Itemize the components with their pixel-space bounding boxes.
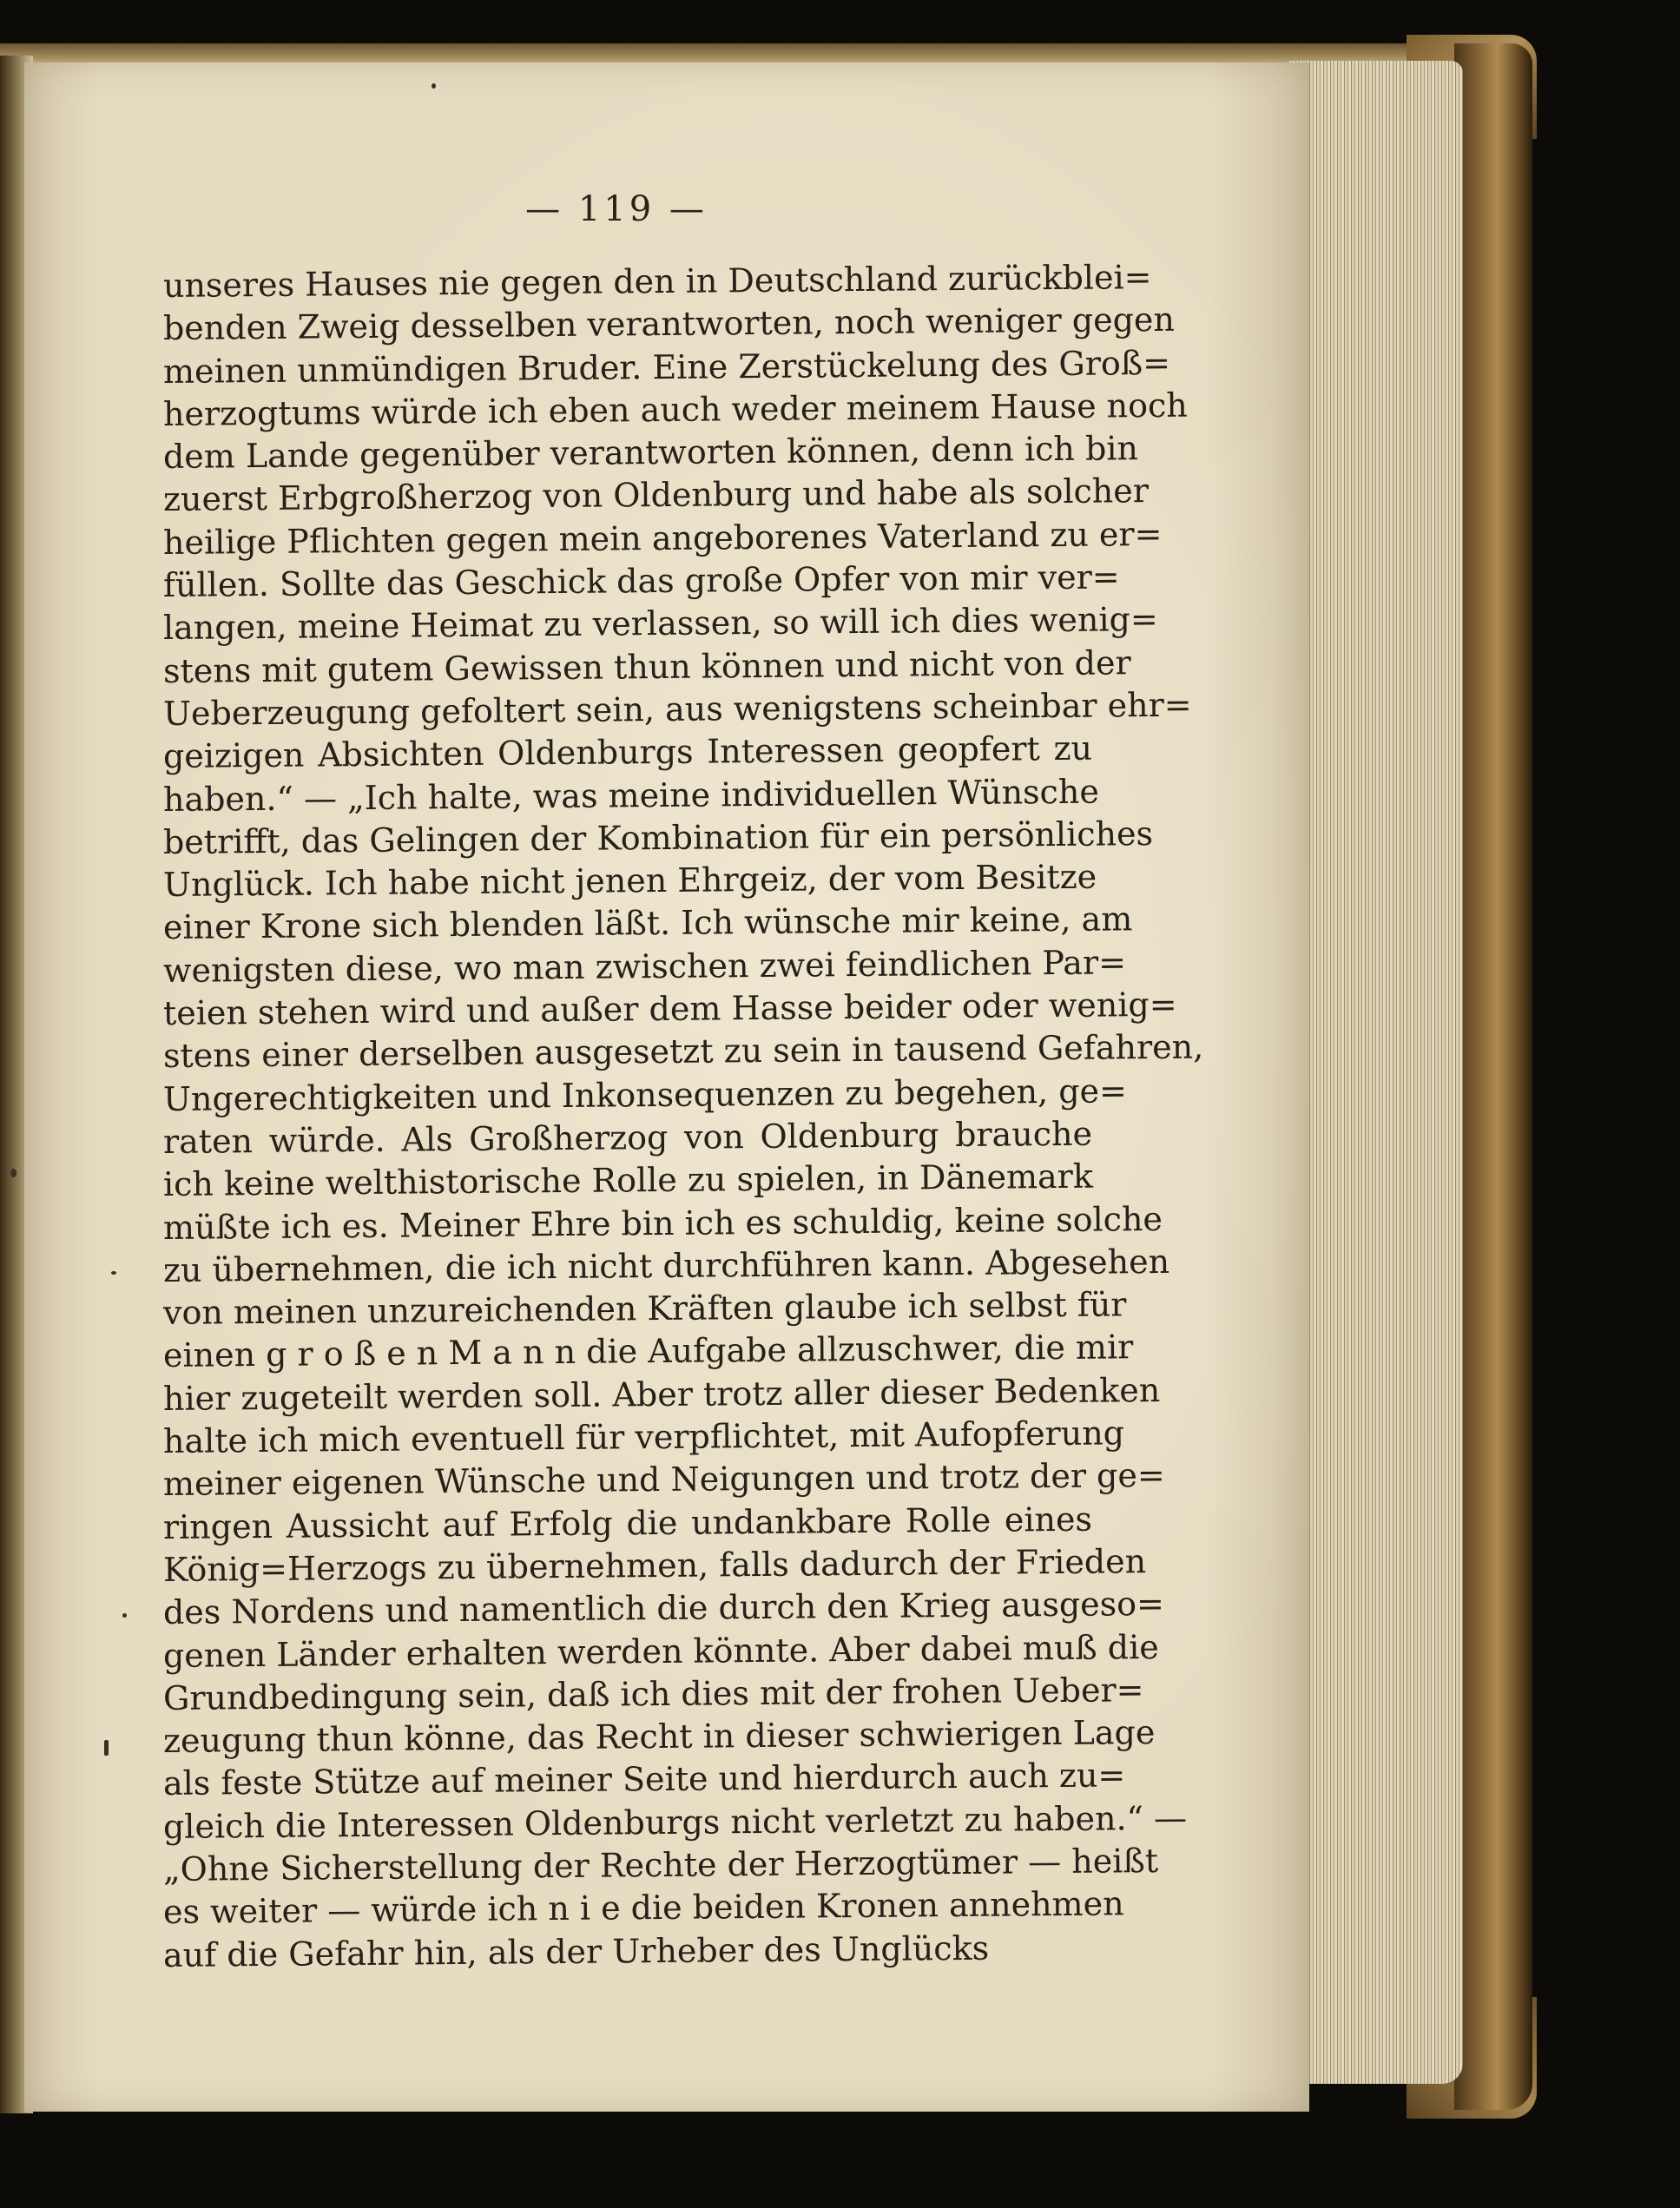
text-line: „Ohne Sicherstellung der Rechte der Herzogtümer — heißt (162, 1841, 1159, 1888)
text-line: hier zugeteilt werden soll. Aber trotz aller dieser Bedenken (162, 1370, 1161, 1418)
text-line: müßte ich es. Meiner Ehre bin ich es schuldig, keine solche (162, 1199, 1163, 1247)
text-line: stens mit gutem Gewissen thun können und nicht von der (162, 643, 1131, 690)
page-number: — 119 — (525, 189, 708, 229)
paper-speck (122, 1613, 127, 1618)
text-line: unseres Hauses nie gegen den in Deutschland zurückblei= (162, 258, 1152, 305)
paper-speck (111, 1271, 116, 1275)
text-line: stens einer derselben ausgesetzt zu sein in tausend Gefahren, (162, 1027, 1204, 1076)
text-line: betrifft, das Gelingen der Kombination für ein persönliches (162, 814, 1154, 861)
text-line: als feste Stütze auf meiner Seite und hierdurch auch zu= (162, 1756, 1126, 1803)
text-line: geizigen Absichten Oldenburgs Interessen geopfert zu (162, 728, 1093, 776)
text-line: gleich die Interessen Oldenburgs nicht verletzt zu haben.“ — (162, 1798, 1188, 1846)
text-line: zuerst Erbgroßherzog von Oldenburg und habe als solcher (162, 471, 1150, 519)
text-line: Grundbedingung sein, daß ich dies mit der frohen Ueber= (162, 1670, 1144, 1717)
text-line: genen Länder erhalten werden könnte. Aber dabei muß die (162, 1627, 1159, 1675)
text-line: ringen Aussicht auf Erfolg die undankbare Rolle eines (162, 1499, 1093, 1546)
text-line: haben.“ — „Ich halte, was meine individuellen Wünsche (162, 772, 1100, 819)
text-line: zeugung thun könne, das Recht in dieser schwierigen Lage (162, 1713, 1156, 1761)
text-line: zu übernehmen, die ich nicht durchführen kann. Abgesehen (162, 1242, 1170, 1289)
text-line: Unglück. Ich habe nicht jenen Ehrgeiz, der vom Besitze (162, 857, 1097, 905)
text-line: Ueberzeugung gefoltert sein, aus wenigstens scheinbar ehr= (162, 685, 1192, 733)
text-line: meiner eigenen Wünsche und Neigungen und trotz der ge= (162, 1456, 1165, 1504)
text-line: dem Lande gegenüber verantworten können, denn ich bin (162, 429, 1139, 477)
page-edges-stack (1289, 61, 1463, 2084)
text-line: langen, meine Heimat zu verlassen, so will ich dies wenig= (162, 600, 1158, 648)
text-line: halte ich mich eventuell für verpflichtet, mit Aufopferung (162, 1414, 1125, 1461)
text-line: wenigsten diese, wo man zwischen zwei feindlichen Par= (162, 943, 1127, 990)
text-line: Ungerechtigkeiten und Inkonsequenzen zu begehen, ge= (162, 1071, 1128, 1118)
paper-speck (432, 83, 436, 89)
text-line: von meinen unzureichenden Kräften glaube ich selbst für (162, 1285, 1127, 1333)
text-line: füllen. Sollte das Geschick das große Opfer von mir ver= (162, 557, 1120, 605)
paper-speck (104, 1740, 109, 1756)
text-line: einen g r o ß e n M a n n die Aufgabe allzuschwer, die mir (162, 1328, 1134, 1375)
text-line: ich keine welthistorische Rolle zu spielen, in Dänemark (162, 1157, 1094, 1204)
text-line: teien stehen wird und außer dem Hasse beider oder wenig= (162, 985, 1177, 1033)
text-line: herzogtums würde ich eben auch weder meinem Hause noch (162, 386, 1188, 433)
text-line: raten würde. Als Großherzog von Oldenburg brauche (162, 1114, 1093, 1161)
text-line: meinen unmündigen Bruder. Eine Zerstückelung des Groß= (162, 343, 1171, 391)
text-line: auf die Gefahr hin, als der Urheber des Unglücks (162, 1928, 990, 1974)
right-leather-binding (1454, 43, 1532, 2110)
paper-speck (10, 1169, 16, 1177)
text-line: König=Herzogs zu übernehmen, falls dadurch der Frieden (162, 1542, 1147, 1589)
body-text (162, 258, 1204, 1977)
text-line: heilige Pflichten gegen mein angeborenes Vaterland zu er= (162, 514, 1163, 562)
text-line: einer Krone sich blenden läßt. Ich wünsche mir keine, am (162, 900, 1133, 947)
text-line: des Nordens und namentlich die durch den Krieg ausgeso= (162, 1585, 1165, 1632)
text-line: es weiter — würde ich n i e die beiden Kronen annehmen (162, 1884, 1124, 1932)
text-line: benden Zweig desselben verantworten, noch weniger gegen (162, 300, 1176, 348)
